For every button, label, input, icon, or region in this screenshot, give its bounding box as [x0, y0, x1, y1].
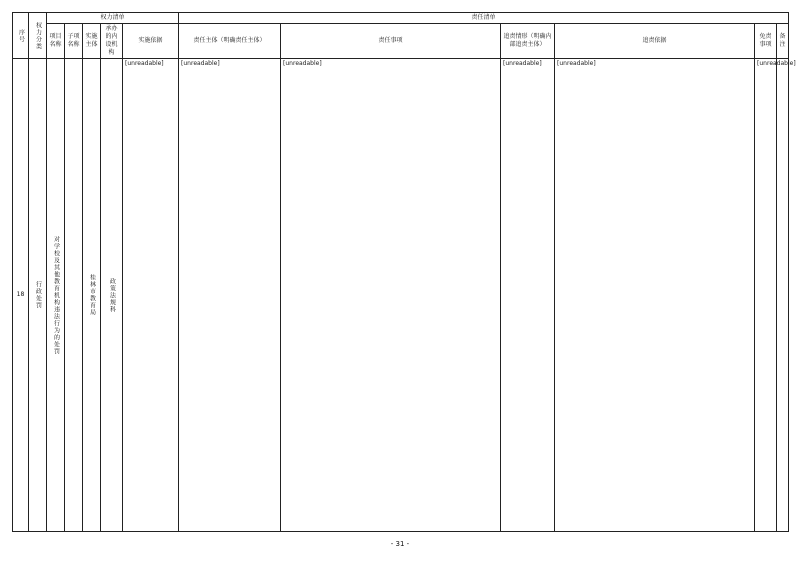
header-remarks: 备注 — [777, 24, 789, 59]
header-power-list: 权力清单 — [47, 13, 179, 24]
row-item-name: 对学校及其他教育机构违法行为的处罚 — [47, 59, 65, 532]
row-exemption: [unreadable] — [755, 59, 777, 532]
row-accountability: [unreadable] — [501, 59, 555, 532]
header-accountability: 追责情形（明确内部追责主体） — [501, 24, 555, 59]
page-number: - 31 - — [390, 540, 410, 548]
header-subject: 实施主体 — [83, 24, 101, 59]
header-responsibility-list: 责任清单 — [179, 13, 789, 24]
row-seq: 18 — [13, 59, 29, 532]
row-internal: 政策法规科 — [101, 59, 123, 532]
row-subject: 桂林市教育局 — [83, 59, 101, 532]
header-item-name: 项目名称 — [47, 24, 65, 59]
row-sub-name — [65, 59, 83, 532]
header-internal: 承办的内设机构 — [101, 24, 123, 59]
row-resp-subject: [unreadable] — [179, 59, 281, 532]
header-exemption: 免责事项 — [755, 24, 777, 59]
row-category: 行政处罚 — [29, 59, 47, 532]
header-sub-name: 子项名称 — [65, 24, 83, 59]
header-resp-subject: 责任主体（明确责任主体） — [179, 24, 281, 59]
header-seq: 序号 — [13, 13, 29, 59]
header-accountability-basis: 追责依据 — [555, 24, 755, 59]
header-basis: 实施依据 — [123, 24, 179, 59]
row-remarks — [777, 59, 789, 532]
row-resp-items: [unreadable] — [281, 59, 501, 532]
header-resp-items: 责任事项 — [281, 24, 501, 59]
header-category: 权力分类 — [29, 13, 47, 59]
row-accountability-basis: [unreadable] — [555, 59, 755, 532]
power-responsibility-table — [12, 12, 796, 532]
row-basis: [unreadable] — [123, 59, 179, 532]
